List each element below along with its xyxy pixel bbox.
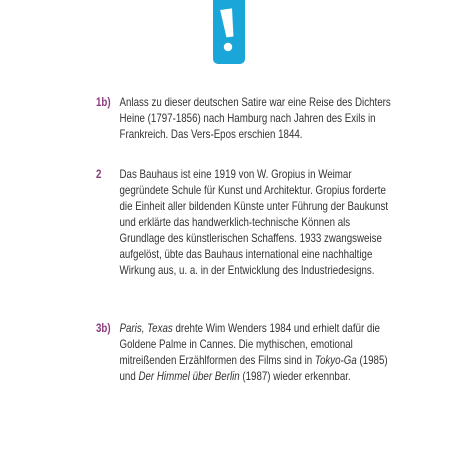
answer-text-part: (1985) und [119, 354, 388, 383]
film-title: Tokyo-Ga [314, 354, 357, 367]
answer-3b [96, 321, 388, 385]
answer-text: Das Bauhaus ist eine 1919 von W. Gropius in Weimar gegründete Schule für Kunst und Architektur. Gropius forderte die Einheit aller bildenden Künste unter Führung der Baukunst und erklärte das handwerklich-technische Können als Grundlage des künstlerischen Schaffens. 1933 zwangsweise aufgelöst, übte das Bauhaus international eine nachhaltige Wirkung aus, u. a. in der Entwicklung des Industriedesigns. [119, 168, 389, 277]
answer-text [120, 321, 397, 385]
answer-text-part: drehte Wim Wenders 1984 und erhielt dafür die Goldene Palme in Cannes. Die mythischen, emotional mitreißenden Erzählformen des Films sind in [119, 322, 380, 367]
exclamation-icon [213, 0, 245, 64]
answer-number: 2 [96, 168, 102, 181]
answer-text: Anlass zu dieser deutschen Satire war eine Reise des Dichters Heine (1797-1856) nach Hamburg nach Jahren des Exils in Frankreich. Das Vers-Epos erschien 1844. [119, 96, 391, 141]
exclamation-badge [213, 0, 245, 64]
film-title: Der Himmel über Berlin [138, 370, 240, 383]
answer-1b [96, 95, 391, 143]
answer-number: 1b) [96, 96, 111, 109]
answer-number: 3b) [96, 322, 111, 335]
film-title: Paris, Texas [119, 322, 173, 335]
answer-2 [96, 167, 389, 279]
answer-text-part: (1987) wieder erkennbar. [239, 370, 351, 383]
